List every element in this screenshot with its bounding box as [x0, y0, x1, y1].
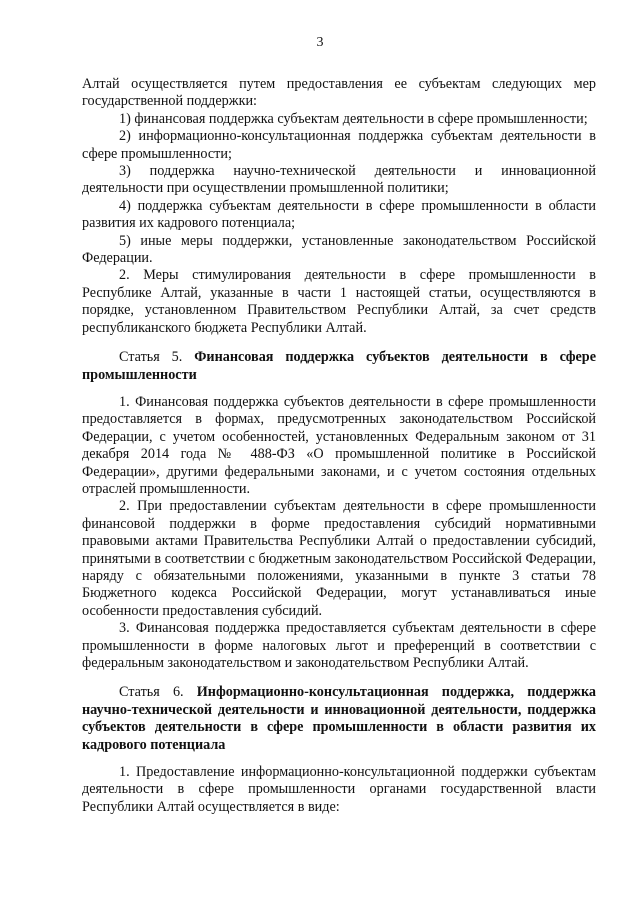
list-item: 2) информационно-консультационная поддержка субъектам деятельности в сфере промышленности;: [82, 128, 596, 162]
paragraph: 1. Предоставление информационно-консультационной поддержки субъектам деятельности в сфере промышленности органами государственной власти Республики Алтай осуществляется в виде:: [82, 764, 596, 815]
paragraph: 3. Финансовая поддержка предоставляется субъектам деятельности в сфере промышленности в форме налоговых льгот и преференций в соответствии с федеральным законодательством и законодательством Республики Алтай.: [82, 620, 596, 671]
article-6-prefix: Статья 6.: [119, 684, 197, 701]
list-item: 3) поддержка научно-технической деятельности и инновационной деятельности при осуществлении промышленной политики;: [82, 163, 596, 197]
list-item: 4) поддержка субъектам деятельности в сфере промышленности в области развития их кадрового потенциала;: [82, 197, 596, 232]
article-5-prefix: Статья 5.: [119, 349, 195, 366]
document-body: [82, 76, 596, 816]
paragraph: 2. Меры стимулирования деятельности в сфере промышленности в Республике Алтай, указанные в части 1 настоящей статьи, осуществляются в порядке, установленном Правительством Республики Алтай, за счет средств республиканского бюджета Республики Алтай.: [82, 267, 596, 336]
paragraph: 1. Финансовая поддержка субъектов деятельности в сфере промышленности предоставляется в формах, предусмотренных законодательством Российской Федерации, с учетом особенностей, установленных Федеральным законом от 31 декабря 2014 года № 488-ФЗ «О промышленной политике в Российской Федерации», другими федеральными законами, и с учетом состояния отдельных отраслей промышленности.: [82, 393, 596, 497]
list-item: 1) финансовая поддержка субъектам деятельности в сфере промышленности;: [119, 110, 588, 127]
list-item: 5) иные меры поддержки, установленные законодательством Российской Федерации.: [82, 232, 596, 267]
paragraph: 2. При предоставлении субъектам деятельности в сфере промышленности финансовой поддержки в форме предоставления субсидий нормативными правовыми актами Правительства Республики Алтай о предоставлении субсидий, принятыми в соответствии с бюджетным законодательством Российской Федерации, наряду с обязательными положениями, указанными в пункте 3 статьи 78 Бюджетного кодекса Российской Федерации, могут устанавливаться иные особенности предоставления субсидий.: [82, 498, 596, 619]
page-number: 3: [316, 35, 324, 50]
paragraph: Алтай осуществляется путем предоставления ее субъектам следующих мер государственной поддержки:: [82, 76, 596, 110]
article-5-heading: [82, 349, 596, 384]
article-6-title: Информационно-консультационная поддержка, поддержка научно-технической деятельности и инновационной деятельности, поддержка субъектов деятельности в сфере промышленности в области развития их кадрового потенциала: [82, 684, 596, 753]
article-6-heading: [82, 684, 596, 754]
article-5-title: Финансовая поддержка субъектов деятельности в сфере промышленности: [82, 349, 596, 383]
